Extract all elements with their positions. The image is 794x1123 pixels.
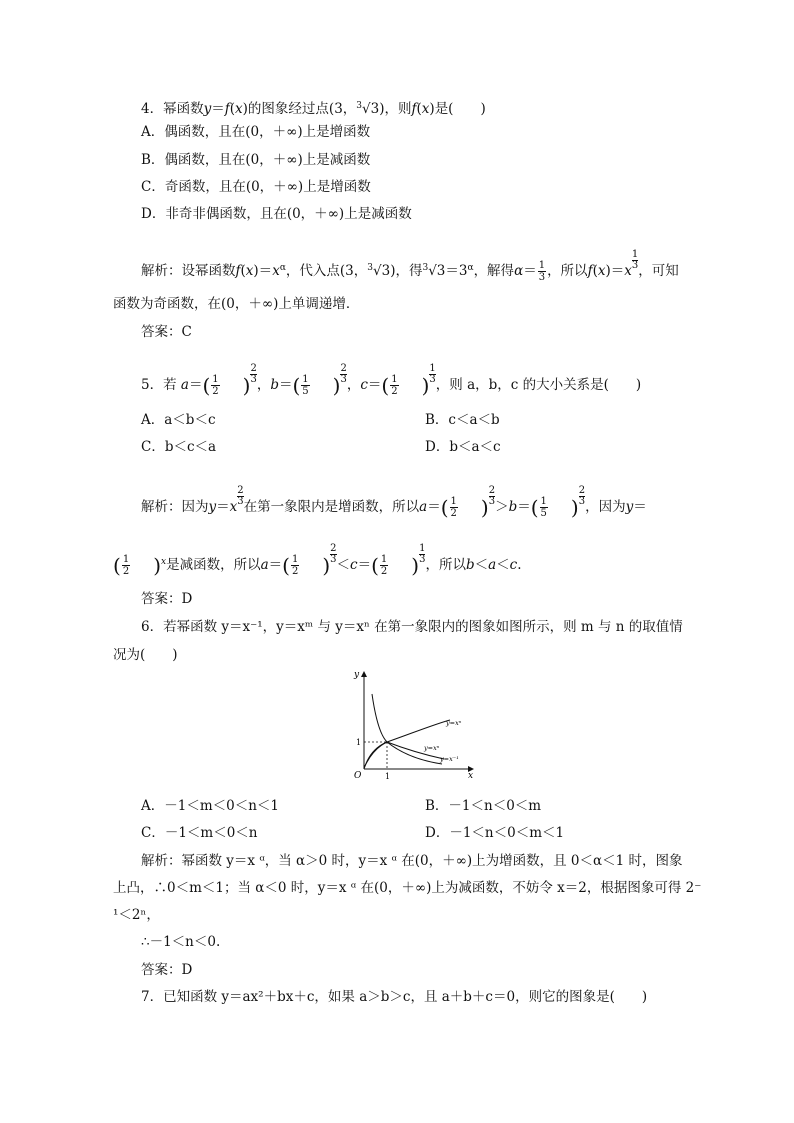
q6-solution-line3: ¹＜2ⁿ， <box>113 907 160 923</box>
q4-option-c: C．奇函数，且在(0，＋∞)上是增函数 <box>141 179 371 195</box>
q5-option-a: A．a＜b＜c <box>141 412 216 428</box>
graph-label-mid: y=xⁿ <box>424 744 440 752</box>
q5-option-c: C．b＜c＜a <box>141 439 217 455</box>
q5-stem: 5．若 a＝( $\frac{1}{2}$ ) $\frac{2}{3}$ ，b＝( $\frac{1}{5}$ ) $\frac{2}{3}$ ，c＝( $\frac{1}{2}$ ) $\frac{1}{3}$ ，则 a，b，c 的大小关系是( ) <box>141 363 642 398</box>
graph-tick-x: 1 <box>385 772 391 781</box>
curve-x-inverse <box>372 694 442 764</box>
q6-solution-line1: 解析：幂函数 y＝x ᵅ，当 α＞0 时，y＝x ᵅ 在(0，＋∞)上为增函数，且 0＜α＜1 时，图象 <box>141 853 683 869</box>
graph-origin-label: O <box>354 771 362 781</box>
q5-answer: 答案：D <box>141 591 193 607</box>
q4-solution-line1: 解析：设幂函数$f(x)=x^\alpha$，代入点(3，$^3$√3)，得$^3√3=3^\alpha$，解得α＝ $\frac{1}{3}$ ，所以f(x)＝x $\frac{1}{3}$ ，可知 <box>141 249 679 283</box>
graph-x-label: x <box>468 771 474 781</box>
graph-label-low: y=x⁻¹ <box>440 755 459 763</box>
q4-stem: 4．幂函数y＝f(x)的图象经过点(3，$^3$√3)，则f(x)是( ) <box>141 101 486 117</box>
q6-solution-line2: 上凸，∴0＜m＜1；当 α＜0 时，y＝x ᵅ 在(0，＋∞)上为减函数，不妨令 x＝2，根据图象可得 2⁻ <box>113 880 702 896</box>
graph-tick-y: 1 <box>356 738 362 747</box>
q4-solution-line2: 函数为奇函数，在(0，＋∞)上单调递增． <box>113 296 360 312</box>
q5-option-d: D．b＜a＜c <box>425 439 501 455</box>
q5-option-b: B．c＜a＜b <box>425 412 500 428</box>
q5-solution-line1: 解析：因为y＝x $\frac{2}{3}$ 在第一象限内是增函数，所以a＝( $\frac{1}{2}$ ) $\frac{2}{3}$ ＞b＝( $\frac{1}{5}$ ) $\frac{2}{3}$ ，因为y＝ <box>141 485 647 520</box>
q4-option-b: B．偶函数，且在(0，＋∞)上是减函数 <box>141 152 371 168</box>
q6-option-c: C．－1＜m＜0＜n <box>141 825 258 841</box>
q4-option-d: D．非奇非偶函数，且在(0，＋∞)上是减函数 <box>141 206 412 222</box>
q6-answer: 答案：D <box>141 962 193 978</box>
q7-stem: 7．已知函数 y＝ax²＋bx＋c，如果 a＞b＞c，且 a＋b＋c＝0，则它的图象是( ) <box>141 989 648 1005</box>
q6-option-d: D．－1＜n＜0＜m＜1 <box>425 825 565 841</box>
q6-solution-line4: ∴－1＜n＜0. <box>141 934 221 950</box>
q6-option-a: A．－1＜m＜0＜n＜1 <box>141 798 280 814</box>
graph-label-top: y=xⁿ <box>446 719 462 727</box>
q5-solution-line2: ( $\frac{1}{2}$ )$^x$是减函数，所以a＝( $\frac{1}{2}$ ) $\frac{2}{3}$ ＜c＝( $\frac{1}{2}$ ) $\frac{1}{3}$ ，所以b＜a＜c. <box>113 543 522 578</box>
q6-stem-line1: 6．若幂函数 y＝x⁻¹，y＝xᵐ 与 y＝xⁿ 在第一象限内的图象如图所示，则 m 与 n 的取值情 <box>141 619 683 635</box>
graph-y-label: y <box>354 670 360 680</box>
q6-graph <box>340 664 480 784</box>
q6-option-b: B．－1＜n＜0＜m <box>425 798 542 814</box>
q4-option-a: A．偶函数，且在(0，＋∞)上是增函数 <box>141 124 371 140</box>
q6-stem-line2: 况为( ) <box>113 647 178 663</box>
q4-answer: 答案：C <box>141 324 192 340</box>
